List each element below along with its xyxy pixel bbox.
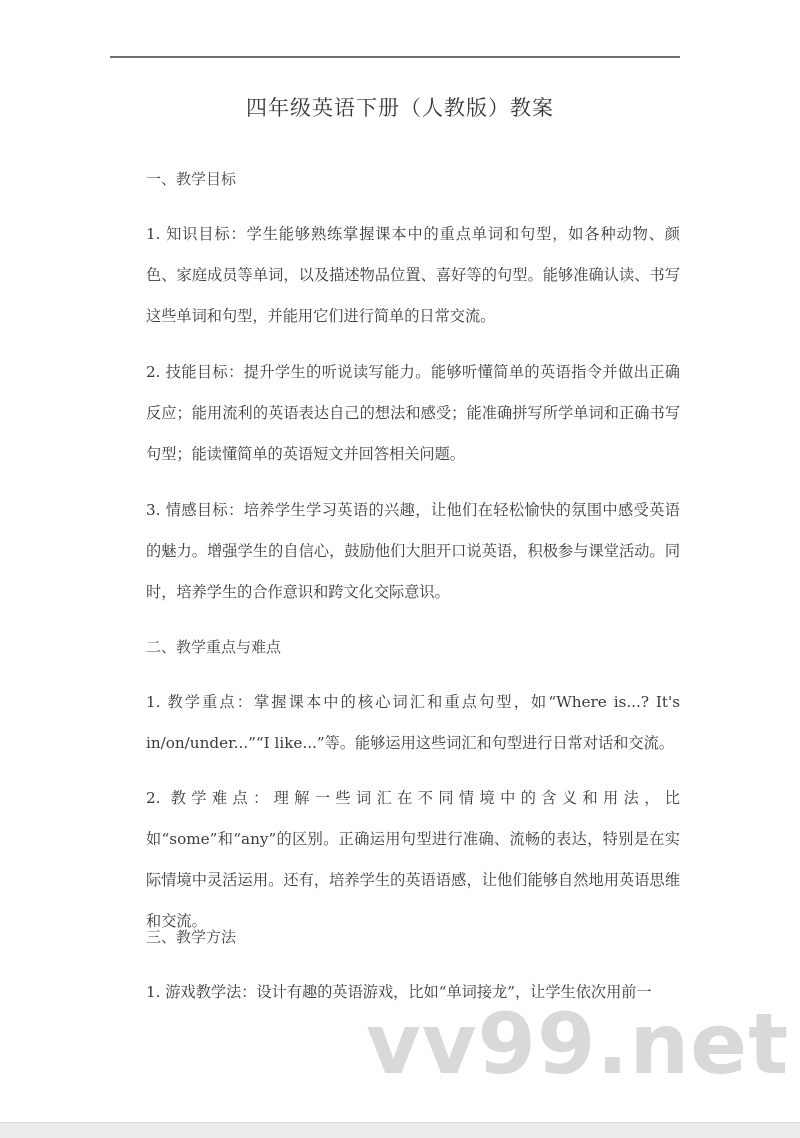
paragraph-key-point: 1. 教学重点：掌握课本中的核心词汇和重点句型，如“Where is...? It's in/on/under...”“I like...”等。能够运用这些词汇和句型进行日常对话和交流。 (146, 693, 680, 752)
paragraph-knowledge-goal: 1. 知识目标：学生能够熟练掌握课本中的重点单词和句型，如各种动物、颜色、家庭成员等单词，以及描述物品位置、喜好等的句型。能够准确认读、书写这些单词和句型，并能用它们进行简单的日常交流。 (146, 225, 680, 325)
paragraph-emotion-goal: 3. 情感目标：培养学生学习英语的兴趣，让他们在轻松愉快的氛围中感受英语的魅力。增强学生的自信心，鼓励他们大胆开口说英语，积极参与课堂活动。同时，培养学生的合作意识和跨文化交际意识。 (146, 501, 680, 601)
paragraph-skill-goal: 2. 技能目标：提升学生的听说读写能力。能够听懂简单的英语指令并做出正确反应；能用流利的英语表达自己的想法和感受；能准确拼写所学单词和正确书写句型；能读懂简单的英语短文并回答相关问题。 (146, 363, 680, 463)
section-heading-objectives: 一、教学目标 (146, 170, 237, 188)
paragraph-difficulty: 2. 教学难点：理解一些词汇在不同情境中的含义和用法，比如“some”和“any”的区别。正确运用句型进行准确、流畅的表达，特别是在实际情境中灵活运用。还有，培养学生的英语语感，让他们能够自然地用英语思维和交流。 (146, 789, 680, 930)
page-title: 四年级英语下册（人教版）教案 (246, 96, 554, 120)
header-rule (110, 56, 680, 58)
paragraph-game-method: 1. 游戏教学法：设计有趣的英语游戏，比如“单词接龙”，让学生依次用前一 (146, 983, 652, 1001)
section-heading-key-points: 二、教学重点与难点 (146, 638, 282, 656)
watermark-logo: vv99.net (366, 995, 790, 1093)
section-heading-methods: 三、教学方法 (146, 928, 237, 946)
page-bottom-edge (0, 1122, 800, 1138)
